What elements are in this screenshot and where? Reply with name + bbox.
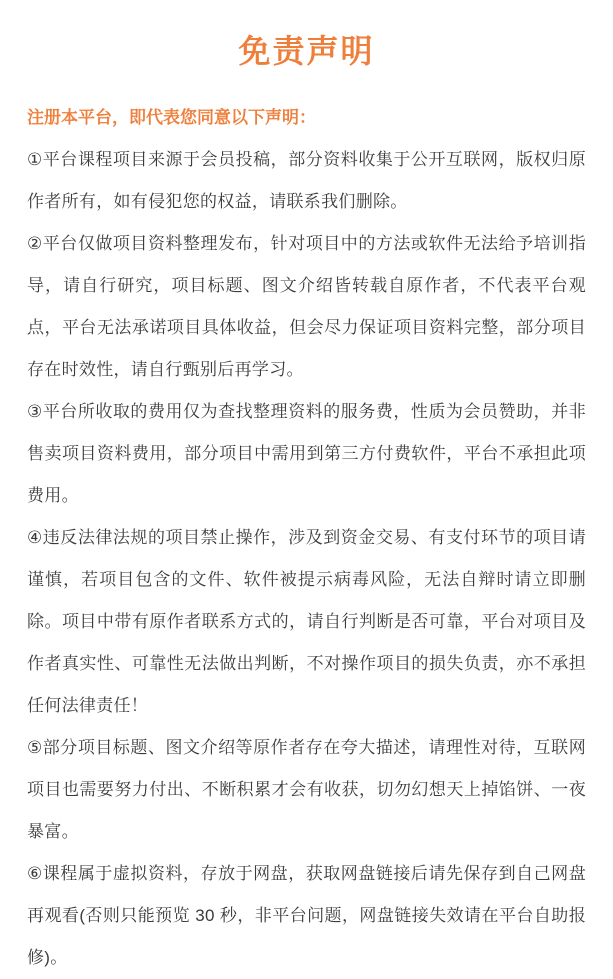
disclaimer-paragraph-3: ③平台所收取的费用仅为查找整理资料的服务费，性质为会员赞助，并非售卖项目资料费用，部分项目中需用到第三方付费软件，平台不承担此项费用。 xyxy=(27,402,586,505)
disclaimer-paragraph-1: ①平台课程项目来源于会员投稿，部分资料收集于公开互联网，版权归原作者所有，如有侵犯您的权益，请联系我们删除。 xyxy=(27,150,586,211)
disclaimer-paragraph-5: ⑤部分项目标题、图文介绍等原作者存在夸大描述，请理性对待，互联网项目也需要努力付出、不断积累才会有收获，切勿幻想天上掉馅饼、一夜暴富。 xyxy=(27,738,586,841)
disclaimer-paragraph-6: ⑥课程属于虚拟资料，存放于网盘，获取网盘链接后请先保存到自己网盘再观看(否则只能预览 30 秒，非平台问题，网盘链接失效请在平台自助报修)。 xyxy=(27,864,586,967)
disclaimer-paragraph-2: ②平台仅做项目资料整理发布，针对项目中的方法或软件无法给予培训指导，请自行研究，项目标题、图文介绍皆转载自原作者，不代表平台观点，平台无法承诺项目具体收益，但会尽力保证项目资料完整，部分项目存在时效性，请自行甄别后再学习。 xyxy=(27,234,586,379)
disclaimer-paragraph-4: ④违反法律法规的项目禁止操作，涉及到资金交易、有支付环节的项目请谨慎，若项目包含的文件、软件被提示病毒风险，无法自辩时请立即删除。项目中带有原作者联系方式的，请自行判断是否可靠，平台对项目及作者真实性、可靠性无法做出判断，不对操作项目的损失负责，亦不承担任何法律责任！ xyxy=(27,528,586,715)
page-title: 免责声明 xyxy=(238,33,375,69)
intro-statement: 注册本平台，即代表您同意以下声明： xyxy=(27,108,316,127)
